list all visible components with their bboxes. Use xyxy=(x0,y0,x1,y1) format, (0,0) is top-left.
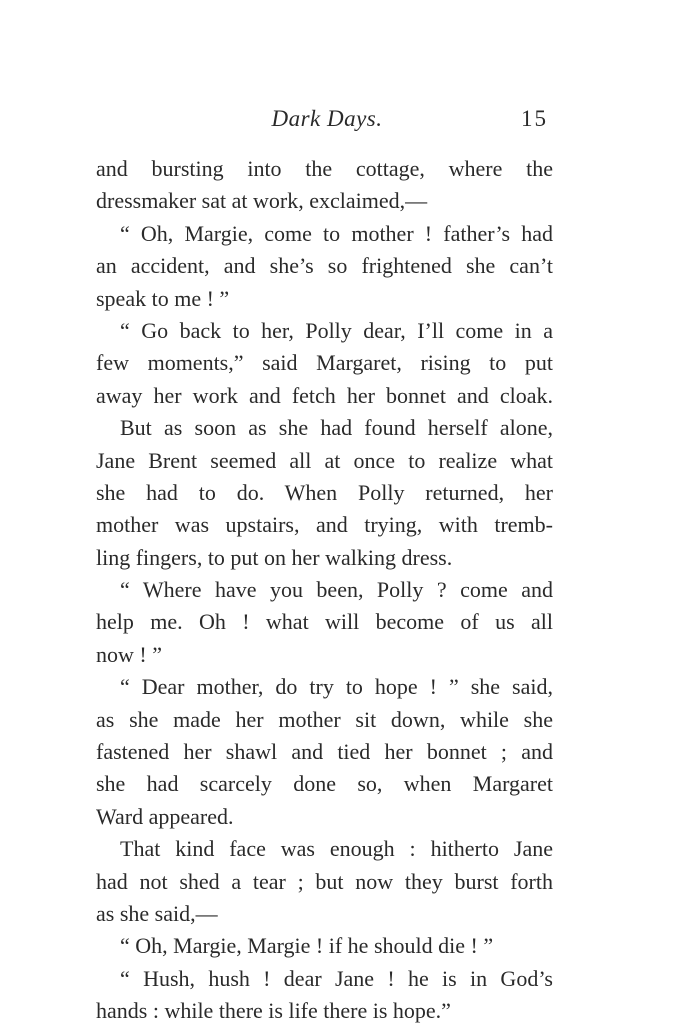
text-line: “ Go back to her, Polly dear, I’ll come in a xyxy=(120,317,553,343)
text-line: few moments,” said Margaret, rising to put xyxy=(96,350,553,376)
text-line: That kind face was enough : hitherto Jane xyxy=(120,836,553,862)
text-line: “ Hush, hush ! dear Jane ! he is in God’s xyxy=(120,965,553,991)
page-header xyxy=(96,106,548,138)
text-line: mother was upstairs, and trying, with tremb- xyxy=(96,512,553,538)
text-line: away her work and fetch her bonnet and cloak. xyxy=(96,382,553,408)
text-line: as she said,— xyxy=(96,900,218,926)
text-line: she had to do. When Polly returned, her xyxy=(96,479,553,505)
text-line: and bursting into the cottage, where the xyxy=(96,156,553,181)
text-line: “ Oh, Margie, Margie ! if he should die ! ” xyxy=(120,933,494,959)
text-line: now ! ” xyxy=(96,641,162,667)
text-line: Ward appeared. xyxy=(96,803,234,829)
text-line: “ Where have you been, Polly ? come and xyxy=(120,577,553,603)
text-line: Jane Brent seemed all at once to realize what xyxy=(96,447,553,473)
text-line: as she made her mother sit down, while she xyxy=(96,706,553,732)
page-number: 15 xyxy=(521,106,548,131)
text-line: hands : while there is life there is hope.” xyxy=(96,998,451,1024)
text-line: she had scarcely done so, when Margaret xyxy=(96,771,553,797)
text-line: ling fingers, to put on her walking dress. xyxy=(96,544,453,570)
body-text xyxy=(96,153,553,1028)
running-head: Dark Days. xyxy=(271,106,383,131)
text-line: “ Oh, Margie, come to mother ! father’s had xyxy=(120,220,553,246)
text-line: help me. Oh ! what will become of us all xyxy=(96,609,553,635)
text-line: had not shed a tear ; but now they burst forth xyxy=(96,868,553,894)
text-line: “ Dear mother, do try to hope ! ” she said, xyxy=(120,674,553,700)
text-line: fastened her shawl and tied her bonnet ; and xyxy=(96,739,553,765)
text-line: dressmaker sat at work, exclaimed,— xyxy=(96,188,428,214)
text-line: But as soon as she had found herself alone, xyxy=(120,415,553,441)
text-line: an accident, and she’s so frightened she can’t xyxy=(96,253,553,279)
text-line: speak to me ! ” xyxy=(96,285,230,311)
